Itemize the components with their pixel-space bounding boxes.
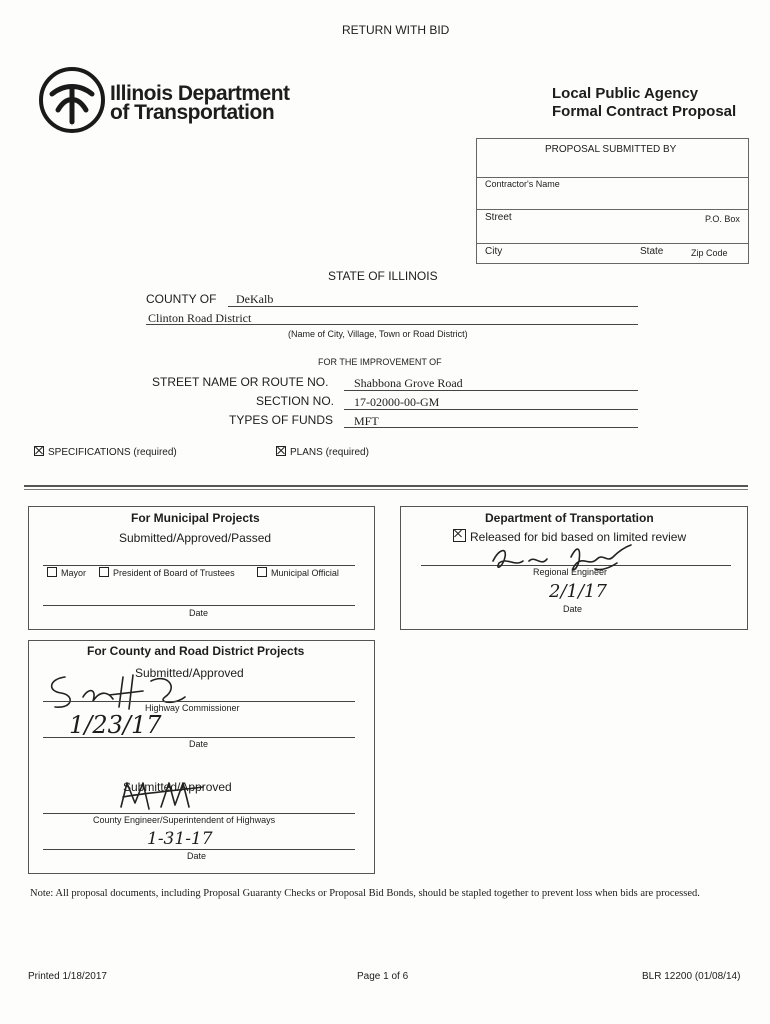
city-label: City [485,246,503,257]
form-title-line2: Formal Contract Proposal [552,103,737,120]
section-divider [24,485,748,490]
agency-name-line1: Illinois Department [110,82,290,105]
president-box-icon [99,567,109,577]
dot-box [400,506,748,630]
road-district-value: Clinton Road District [148,311,252,325]
county-engineer-label: County Engineer/Superintendent of Highways [93,815,276,825]
municipal-subtitle: Submitted/Approved/Passed [119,531,272,545]
county-projects-box [28,640,375,874]
county-date-2-label: Date [187,851,207,861]
dot-date-label: Date [563,604,583,614]
county-date-2-handwritten: 1-31-17 [147,829,213,849]
released-label: Released for bid based on limited review [470,530,687,544]
street-label: Street [485,212,512,223]
county-engineer-signature [113,777,213,817]
state-of-illinois: STATE OF ILLINOIS [328,269,438,283]
highway-commissioner-label: Highway Commissioner [145,703,240,713]
plans-checkbox[interactable] [276,446,369,458]
mayor-box-icon [47,567,57,577]
president-checkbox[interactable] [99,567,235,578]
improvement-label: FOR THE IMPROVEMENT OF [318,357,442,367]
specifications-label: SPECIFICATIONS (required) [48,447,177,458]
section-value: 17-02000-00-GM [354,395,440,409]
mayor-label: Mayor [61,568,87,578]
route-label: STREET NAME OR ROUTE NO. [152,375,329,389]
printed-date: Printed 1/18/2017 [28,971,107,982]
county-value: DeKalb [236,292,274,306]
regional-engineer-signature [485,539,655,579]
county-date-1-handwritten: 1/23/17 [69,711,162,739]
official-box-icon [257,567,267,577]
idot-logo-icon [38,66,106,134]
return-with-bid: RETURN WITH BID [342,23,450,37]
regional-engineer-label: Regional Engineer [533,567,608,577]
dot-date-handwritten: 2/1/17 [549,581,607,602]
stapling-note: Note: All proposal documents, including Proposal Guaranty Checks or Proposal Bid Bonds, should be stapled together to prevent loss when bids are processed. [30,888,700,899]
zip-code-label: Zip Code [691,248,728,258]
municipal-projects-box [28,506,375,630]
route-value: Shabbona Grove Road [354,376,463,390]
released-check-icon [453,529,466,542]
official-label: Municipal Official [271,568,339,578]
funds-label: TYPES OF FUNDS [229,413,334,427]
plans-label: PLANS (required) [290,447,369,458]
county-approved-2: Submitted/Approved [123,780,232,794]
municipal-date-label: Date [189,608,209,618]
form-title-line1: Local Public Agency [552,85,699,102]
official-checkbox[interactable] [257,567,339,578]
agency-name-line2: of Transportation [110,101,275,124]
county-date-1-label: Date [189,739,209,749]
county-title: For County and Road District Projects [87,644,305,658]
president-label: President of Board of Trustees [113,568,235,578]
specifications-checkbox[interactable] [34,446,177,458]
plans-check-icon [276,446,286,456]
contractor-name-label: Contractor's Name [485,179,560,189]
po-box-label: P.O. Box [705,214,740,224]
county-of-label: COUNTY OF [146,292,217,306]
page-number: Page 1 of 6 [357,971,409,982]
specifications-check-icon [34,446,44,456]
section-label: SECTION NO. [256,394,335,408]
county-approved-1: Submitted/Approved [135,666,244,680]
district-caption: (Name of City, Village, Town or Road District) [288,329,468,339]
proposal-box-title: PROPOSAL SUBMITTED BY [545,144,677,155]
form-number: BLR 12200 (01/08/14) [642,971,741,982]
state-label: State [640,246,664,257]
dot-title: Department of Transportation [485,511,654,525]
municipal-title: For Municipal Projects [131,511,260,525]
proposal-submitted-box [476,138,749,264]
mayor-checkbox[interactable] [47,567,86,578]
funds-value: MFT [354,414,379,428]
